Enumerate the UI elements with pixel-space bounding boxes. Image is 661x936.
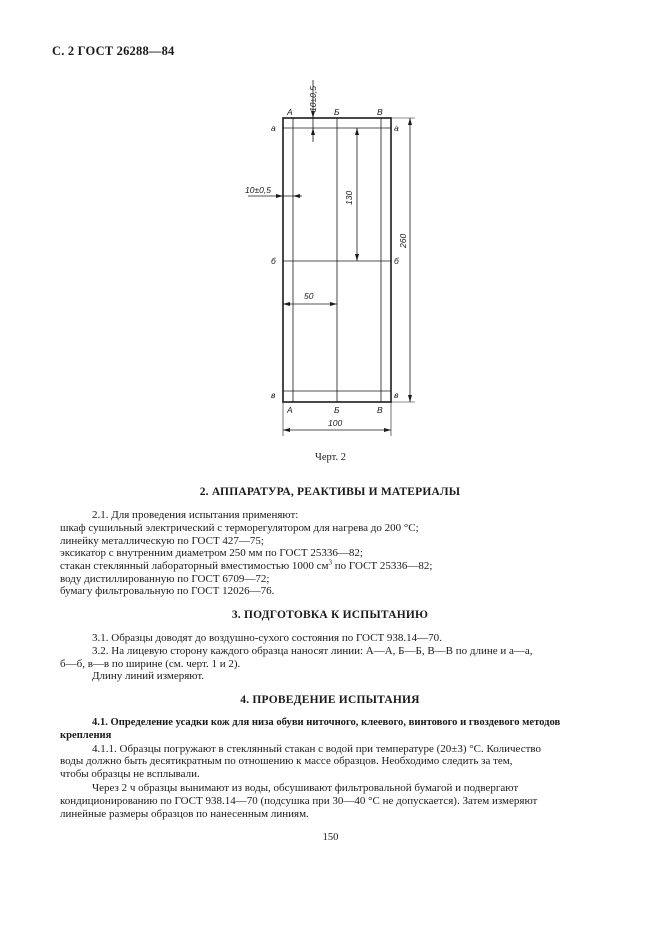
dim-top-offset-label: 10±0,5 [308,86,318,112]
section-2-item: бумагу фильтровальную по ГОСТ 12026—76. [60,585,275,597]
section-4-subtitle-line2: крепления [60,730,112,741]
dim-260-label: 260 [398,233,408,248]
section-4-p411-line1: 4.1.1. Образцы погружают в стеклянный стакан с водой при температуре (20±3) °С. Количество [92,743,541,755]
letter-top-A: А [287,107,293,117]
figure-caption: Черт. 2 [315,452,346,463]
letter-top-V: В [377,107,383,117]
letter-bottom-B: Б [334,405,340,415]
section-3-p2-line1: 3.2. На лицевую сторону каждого образца наносят линии: А—А, Б—Б, В—В по длине и а—а, [92,645,533,657]
letter-left-a: а [271,123,276,133]
section-2-item [60,560,432,573]
letter-bottom-V: В [377,405,383,415]
section-3-p2-line2: б—б, в—в по ширине (см. черт. 1 и 2). [60,658,241,670]
letter-left-b: б [271,256,276,266]
section-2-item: шкаф сушильный электрический с терморегулятором для нагрева до 200 °С; [60,522,419,534]
letter-left-v: в [271,390,276,400]
section-2-item: линейку металлическую по ГОСТ 427—75; [60,535,264,547]
dim-side-offset-label: 10±0,5 [245,185,271,195]
arrow-up [311,128,315,135]
section-4-title: 4. ПРОВЕДЕНИЕ ИСПЫТАНИЯ [240,694,420,706]
section-2-item: воду дистиллированную по ГОСТ 6709—72; [60,573,270,585]
letter-right-a: а [394,123,399,133]
section-4-p2-line2: кондиционированию по ГОСТ 938.14—70 (подсушка при 30—40 °С не допускается). Затем измеряют [60,795,538,807]
dim-130-label: 130 [344,190,354,205]
section-2-intro: 2.1. Для проведения испытания применяют: [92,509,299,521]
arrow-right [276,194,283,198]
dim-100-label: 100 [328,418,343,428]
section-3-title: 3. ПОДГОТОВКА К ИСПЫТАНИЮ [231,609,429,621]
superscript: 3 [328,558,333,567]
letter-right-b: б [394,256,399,266]
section-2-item-text: стакан стеклянный лабораторный вместимостью 1000 см [60,560,329,572]
page-number: 150 [322,832,339,843]
letter-right-v: в [394,390,399,400]
page-header: С. 2 ГОСТ 26288—84 [52,44,175,58]
section-2-title: 2. АППАРАТУРА, РЕАКТИВЫ И МАТЕРИАЛЫ [199,486,461,498]
section-3-p3: Длину линий измеряют. [92,670,205,682]
section-2-item-tail: по ГОСТ 25336—82; [332,560,433,572]
section-3-p1: 3.1. Образцы доводят до воздушно-сухого состояния по ГОСТ 938.14—70. [92,632,442,644]
letter-bottom-A: А [287,405,293,415]
section-4-p2-line1: Через 2 ч образцы вынимают из воды, обсушивают фильтровальной бумагой и подвергают [92,782,519,794]
section-4-subtitle-line1: 4.1. Определение усадки кож для низа обуви ниточного, клеевого, винтового и гвоздевого методов [92,717,561,728]
section-4-p411-line3: чтобы образцы не всплывали. [60,768,200,780]
letter-top-B: Б [334,107,340,117]
section-4-p411-line2: воды должно быть десятикратным по отношению к массе образцов. Необходимо следить за тем, [60,755,513,767]
section-4-p2-line3: линейные размеры образцов по нанесенным линиям. [60,808,309,820]
technical-drawing [0,0,661,445]
arrow-left [293,194,300,198]
dim-50-label: 50 [304,291,314,301]
section-2-item: эксикатор с внутренним диаметром 250 мм по ГОСТ 25336—82; [60,547,363,559]
